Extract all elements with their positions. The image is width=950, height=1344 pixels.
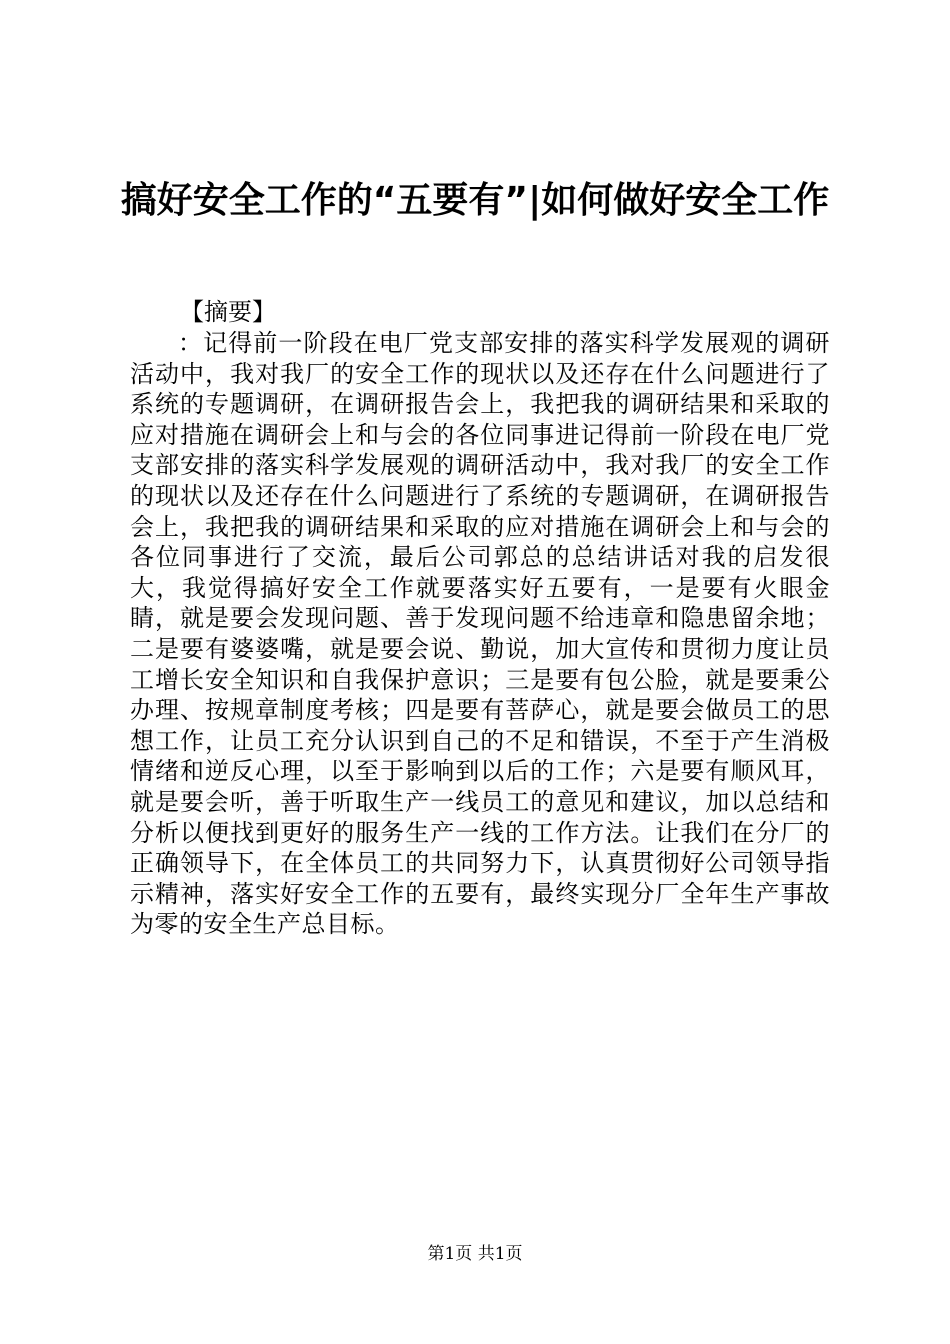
abstract-label: 【摘要】	[180, 298, 276, 326]
page-footer: 第1页 共1页	[427, 1244, 523, 1264]
document-title: 搞好安全工作的“五要有”|如何做好安全工作	[120, 180, 830, 221]
abstract-body: ：记得前一阶段在电厂党支部安排的落实科学发展观的调研活动中，我对我厂的安全工作的现状以及还存在什么问题进行了系统的专题调研，在调研报告会上，我把我的调研结果和采取的应对措施在调研会上和与会的各位同事进记得前一阶段在电厂党支部安排的落实科学发展观的调研活动中，我对我厂的安全工作的现状以及还存在什么问题进行了系统的专题调研，在调研报告会上，我把我的调研结果和采取的应对措施在调研会上和与会的各位同事进行了交流，最后公司郭总的总结讲话对我的启发很大，我觉得搞好安全工作就要落实好五要有，一是要有火眼金睛，就是要会发现问题、善于发现问题不给违章和隐患留余地；二是要有婆婆嘴，就是要会说、勤说，加大宣传和贯彻力度让员工增长安全知识和自我保护意识；三是要有包公脸，就是要秉公办理、按规章制度考核；四是要有菩萨心，就是要会做员工的思想工作，让员工充分认识到自己的不足和错误，不至于产生消极情绪和逆反心理，以至于影响到以后的工作；六是要有顺风耳，就是要会听，善于听取生产一线员工的意见和建议，加以总结和分析以便找到更好的服务生产一线的工作方法。让我们在分厂的正确领导下，在全体员工的共同努力下，认真贯彻好公司领导指示精神，落实好安全工作的五要有，最终实现分厂全年生产事故为零的安全生产总目标。	[130, 329, 830, 939]
